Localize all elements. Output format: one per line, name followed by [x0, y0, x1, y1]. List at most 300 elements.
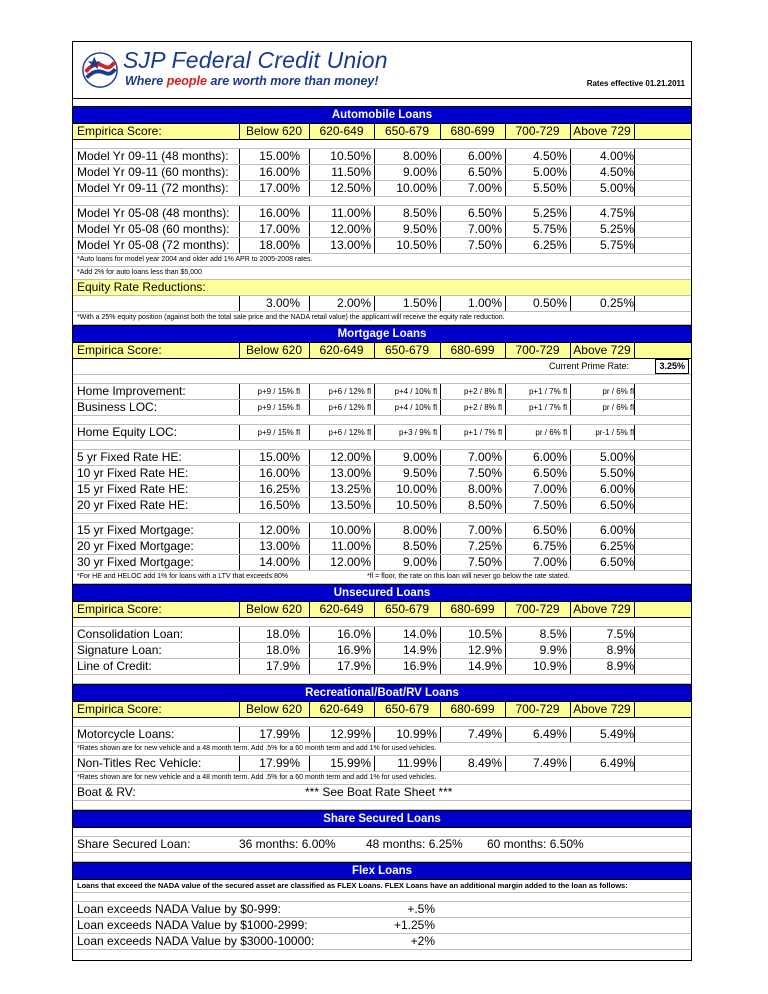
- mortgage-loans-header: Mortgage Loans: [73, 325, 691, 343]
- rate-row: [73, 450, 691, 466]
- column-divider: [634, 425, 635, 440]
- rate-cell: 18.0%: [265, 627, 300, 641]
- rate-cell: 5.25%: [599, 222, 634, 236]
- rate-cell: 15.00%: [259, 450, 300, 464]
- score-tier-header: Below 620: [245, 602, 303, 616]
- rate-cell: 11.50%: [331, 165, 371, 179]
- loan-type-label: 30 yr Fixed Mortgage:: [77, 555, 194, 569]
- score-tier-header: 620-649: [319, 343, 364, 357]
- rate-cell: 5.75%: [599, 238, 634, 252]
- rate-cell: 5.75%: [532, 222, 567, 236]
- score-tier-header: Above 729: [573, 124, 631, 138]
- rate-cell: 16.0%: [336, 627, 371, 641]
- flex-loans-header: Flex Loans: [73, 862, 691, 880]
- flex-note: Loans that exceed the NADA value of the secured asset are classified as FLEX Loans. FLEX Loans have an additional margin added to the loan as follows:: [77, 881, 628, 890]
- rate-row: [73, 384, 691, 400]
- score-tier-header: Above 729: [573, 602, 631, 616]
- column-divider: [634, 149, 635, 164]
- rate-row: [73, 643, 691, 659]
- score-tier-header: 680-699: [450, 124, 495, 138]
- column-divider: [570, 450, 571, 465]
- rate-cell: p+6 / 12% fl: [328, 387, 371, 396]
- loan-type-label: 15 yr Fixed Mortgage:: [77, 523, 194, 537]
- rate-cell: pr / 6% fl: [602, 403, 634, 412]
- column-divider: [634, 296, 635, 311]
- rate-cell: 8.00%: [467, 482, 502, 496]
- rate-row: [73, 206, 691, 222]
- score-tier-header: Below 620: [245, 702, 303, 716]
- rate-cell: 12.00%: [330, 555, 371, 569]
- score-tier-header: 680-699: [450, 702, 495, 716]
- loan-type-label: Business LOC:: [77, 400, 158, 414]
- rate-cell: 2.00%: [336, 296, 371, 310]
- equity-label: Equity Rate Reductions:: [77, 280, 206, 294]
- rate-cell: p+6 / 12% fl: [328, 403, 371, 412]
- rate-row: [73, 756, 691, 772]
- rate-cell: 7.50%: [467, 555, 502, 569]
- rate-cell: 16.25%: [259, 482, 300, 496]
- flex-label: Loan exceeds NADA Value by $0-999:: [77, 902, 281, 916]
- score-tier-header: Below 620: [245, 343, 303, 357]
- column-divider: [634, 400, 635, 415]
- column-divider: [570, 539, 571, 554]
- score-tier-header: 700-729: [515, 343, 560, 357]
- rate-cell: 10.50%: [396, 498, 437, 512]
- loan-type-label: Non-Titles Rec Vehicle:: [77, 756, 202, 770]
- rate-cell: 16.9%: [402, 659, 437, 673]
- rate-cell: 10.99%: [396, 727, 437, 741]
- rate-cell: 7.00%: [467, 523, 502, 537]
- column-divider: [570, 482, 571, 497]
- rate-cell: 17.99%: [259, 727, 300, 741]
- rate-cell: 11.00%: [331, 539, 371, 553]
- loan-type-label: Model Yr 09-11 (60 months):: [77, 165, 229, 179]
- rate-cell: 9.50%: [402, 466, 437, 480]
- rate-cell: 17.00%: [259, 222, 300, 236]
- rate-row: [73, 425, 691, 441]
- rate-cell: 13.00%: [259, 539, 300, 553]
- column-divider: [570, 149, 571, 164]
- note-text: *With a 25% equity position (against both the total sale price and the NADA retail value) the applicant will receive the equity rate reduction.: [77, 314, 505, 321]
- rate-cell: 15.99%: [330, 756, 371, 770]
- boat-rate-sheet-note: *** See Boat Rate Sheet ***: [305, 785, 453, 799]
- rate-cell: 14.00%: [259, 555, 300, 569]
- rates-effective-date: Rates effective 01.21.2011: [586, 79, 685, 88]
- column-divider: [634, 702, 635, 717]
- share-36-months: 36 months: 6.00%: [239, 837, 336, 851]
- boat-row: [73, 785, 691, 801]
- rate-cell: 0.25%: [599, 296, 634, 310]
- rate-cell: 6.50%: [532, 466, 567, 480]
- column-divider: [634, 181, 635, 196]
- column-divider: [570, 206, 571, 221]
- rate-cell: 5.49%: [599, 727, 634, 741]
- rate-cell: p+1 / 7% fl: [528, 403, 567, 412]
- rate-row: [73, 238, 691, 254]
- rate-cell: p+3 / 9% fl: [398, 428, 437, 437]
- loan-type-label: 10 yr Fixed Rate HE:: [77, 466, 189, 480]
- rate-cell: 18.0%: [265, 643, 300, 657]
- note: [73, 267, 691, 280]
- rate-cell: 7.5%: [606, 627, 634, 641]
- equity-values-row: [73, 296, 691, 312]
- score-row: [73, 702, 691, 718]
- loan-type-label: 15 yr Fixed Rate HE:: [77, 482, 189, 496]
- rate-cell: 8.9%: [606, 643, 634, 657]
- floor-note: *fl = floor, the rate on this loan will never go below the rate stated.: [367, 573, 570, 580]
- note-text: *Rates shown are for new vehicle and a 48 month term. Add .5% for a 60 month term and add 1% for used vehicles.: [77, 745, 437, 752]
- share-secured-row: [73, 837, 691, 853]
- column-divider: [634, 206, 635, 221]
- rate-cell: 9.00%: [402, 450, 437, 464]
- column-divider: [634, 222, 635, 237]
- prime-rate-row: [73, 359, 691, 375]
- rate-cell: p+6 / 12% fl: [328, 428, 371, 437]
- column-divider: [634, 727, 635, 742]
- rate-cell: 17.9%: [336, 659, 371, 673]
- column-divider: [634, 627, 635, 642]
- score-tier-header: 650-679: [384, 602, 430, 616]
- rate-row: [73, 149, 691, 165]
- rate-cell: 14.9%: [467, 659, 502, 673]
- tagline: [125, 74, 379, 88]
- rate-cell: 12.99%: [330, 727, 371, 741]
- column-divider: [570, 659, 571, 674]
- column-divider: [634, 482, 635, 497]
- rate-cell: p+1 / 7% fl: [463, 428, 502, 437]
- note: [73, 772, 691, 785]
- rate-cell: 6.50%: [467, 165, 502, 179]
- rate-cell: 3.00%: [265, 296, 300, 310]
- loan-type-label: Model Yr 09-11 (72 months):: [77, 181, 229, 195]
- score-row: [73, 124, 691, 140]
- column-divider: [570, 727, 571, 742]
- rate-cell: 4.50%: [532, 149, 567, 163]
- rate-row: [73, 539, 691, 555]
- rate-cell: 9.00%: [402, 555, 437, 569]
- rate-cell: 7.25%: [467, 539, 502, 553]
- rate-cell: 6.00%: [599, 482, 634, 496]
- rate-row: [73, 555, 691, 571]
- column-divider: [570, 296, 571, 311]
- rate-cell: 7.00%: [467, 181, 502, 195]
- equity-label-row: [73, 280, 691, 296]
- rate-cell: p+9 / 15% fl: [257, 387, 300, 396]
- rate-cell: 5.50%: [599, 466, 634, 480]
- rate-cell: 1.50%: [402, 296, 437, 310]
- column-divider: [634, 643, 635, 658]
- loan-type-label: 20 yr Fixed Mortgage:: [77, 539, 194, 553]
- rate-row: [73, 165, 691, 181]
- tagline-start: Where: [125, 74, 167, 88]
- score-tier-header: 700-729: [515, 124, 560, 138]
- column-divider: [634, 555, 635, 570]
- rate-cell: 13.00%: [330, 238, 371, 252]
- loan-type-label: 20 yr Fixed Rate HE:: [77, 498, 189, 512]
- column-divider: [570, 756, 571, 771]
- column-divider: [570, 627, 571, 642]
- column-divider: [634, 523, 635, 538]
- rate-cell: 6.50%: [467, 206, 502, 220]
- rate-cell: 7.49%: [532, 756, 567, 770]
- rate-cell: 17.00%: [259, 181, 300, 195]
- rate-cell: p+4 / 10% fl: [394, 387, 437, 396]
- rate-cell: 5.25%: [532, 206, 567, 220]
- rate-cell: 6.00%: [467, 149, 502, 163]
- score-label: Empirica Score:: [77, 702, 162, 716]
- rate-row: [73, 482, 691, 498]
- column-divider: [634, 602, 635, 617]
- rate-cell: 6.00%: [599, 523, 634, 537]
- flex-row: [73, 934, 691, 950]
- rate-cell: 10.50%: [330, 149, 371, 163]
- rate-cell: 16.50%: [259, 498, 300, 512]
- rate-cell: 8.5%: [539, 627, 567, 641]
- unsecured-loans-header: Unsecured Loans: [73, 584, 691, 602]
- share-60-months: 60 months: 6.50%: [487, 837, 584, 851]
- rate-cell: 8.49%: [467, 756, 502, 770]
- rate-cell: 10.00%: [396, 181, 437, 195]
- rate-cell: 10.5%: [467, 627, 502, 641]
- rate-cell: 10.9%: [532, 659, 567, 673]
- score-tier-header: Above 729: [573, 702, 631, 716]
- prime-rate-value: 3.25%: [655, 359, 689, 374]
- score-label: Empirica Score:: [77, 602, 162, 616]
- rate-row: [73, 659, 691, 675]
- rate-cell: 6.25%: [599, 539, 634, 553]
- column-divider: [570, 238, 571, 253]
- column-divider: [570, 425, 571, 440]
- rate-cell: 15.00%: [259, 149, 300, 163]
- rate-cell: 1.00%: [467, 296, 502, 310]
- rate-cell: pr / 6% fl: [602, 387, 634, 396]
- score-tier-header: 650-679: [384, 343, 430, 357]
- flex-note-row: [73, 880, 691, 893]
- rate-sheet: [72, 41, 692, 961]
- column-divider: [570, 555, 571, 570]
- rate-row: [73, 181, 691, 197]
- loan-type-label: Signature Loan:: [77, 643, 162, 657]
- rate-cell: 7.00%: [532, 555, 567, 569]
- loan-type-label: Motorcycle Loans:: [77, 727, 175, 741]
- rate-row: [73, 727, 691, 743]
- rate-cell: 5.00%: [532, 165, 567, 179]
- rate-cell: 8.9%: [606, 659, 634, 673]
- loan-type-label: Model Yr 05-08 (60 months):: [77, 222, 230, 236]
- rate-cell: 8.00%: [402, 523, 437, 537]
- note: [73, 571, 691, 584]
- loan-type-label: Consolidation Loan:: [77, 627, 184, 641]
- boat-label: Boat & RV:: [77, 785, 136, 799]
- rate-cell: 5.50%: [532, 181, 567, 195]
- score-row: [73, 602, 691, 618]
- score-tier-header: 620-649: [319, 124, 364, 138]
- rate-cell: 12.00%: [330, 222, 371, 236]
- rate-cell: 12.00%: [259, 523, 300, 537]
- prime-rate-label: Current Prime Rate:: [548, 361, 629, 371]
- rate-cell: 8.50%: [402, 206, 437, 220]
- rate-cell: 12.9%: [467, 643, 502, 657]
- column-divider: [634, 165, 635, 180]
- rate-cell: 6.75%: [532, 539, 567, 553]
- rate-cell: 18.00%: [259, 238, 300, 252]
- share-48-months: 48 months: 6.25%: [366, 837, 463, 851]
- column-divider: [634, 539, 635, 554]
- column-divider: [570, 400, 571, 415]
- rate-cell: 6.50%: [599, 555, 634, 569]
- rate-cell: 6.00%: [532, 450, 567, 464]
- rate-cell: 6.49%: [532, 727, 567, 741]
- rate-cell: 5.00%: [599, 181, 634, 195]
- rate-cell: 7.50%: [532, 498, 567, 512]
- loan-type-label: Line of Credit:: [77, 659, 152, 673]
- rate-cell: 11.99%: [397, 756, 437, 770]
- rate-cell: 14.9%: [402, 643, 437, 657]
- column-divider: [570, 384, 571, 399]
- note: [73, 254, 691, 267]
- column-divider: [570, 466, 571, 481]
- score-tier-header: 620-649: [319, 702, 364, 716]
- column-divider: [634, 756, 635, 771]
- rate-cell: 16.9%: [336, 643, 371, 657]
- column-divider: [634, 124, 635, 139]
- flex-row: [73, 902, 691, 918]
- rate-row: [73, 523, 691, 539]
- column-divider: [570, 523, 571, 538]
- rate-row: [73, 400, 691, 416]
- rate-cell: 6.49%: [599, 756, 634, 770]
- rate-cell: 4.00%: [599, 149, 634, 163]
- flex-margin-value: +.5%: [407, 902, 435, 916]
- score-tier-header: 700-729: [515, 602, 560, 616]
- rate-cell: 14.0%: [402, 627, 437, 641]
- rate-cell: 7.00%: [532, 482, 567, 496]
- rate-cell: 7.00%: [467, 222, 502, 236]
- rate-cell: 10.50%: [396, 238, 437, 252]
- column-divider: [634, 384, 635, 399]
- rate-cell: 12.00%: [330, 450, 371, 464]
- score-tier-header: 700-729: [515, 702, 560, 716]
- flex-row: [73, 918, 691, 934]
- org-name: SJP Federal Credit Union: [123, 47, 388, 73]
- score-tier-header: 680-699: [450, 343, 495, 357]
- rate-cell: 9.9%: [539, 643, 567, 657]
- rate-cell: 16.00%: [259, 466, 300, 480]
- rate-cell: 9.50%: [402, 222, 437, 236]
- column-divider: [634, 498, 635, 513]
- rate-cell: 4.50%: [599, 165, 634, 179]
- column-divider: [634, 466, 635, 481]
- rate-cell: p+9 / 15% fl: [257, 403, 300, 412]
- rate-cell: p+1 / 7% fl: [528, 387, 567, 396]
- rate-cell: p+4 / 10% fl: [394, 403, 437, 412]
- rate-cell: 7.50%: [467, 466, 502, 480]
- rate-cell: p+2 / 8% fl: [463, 403, 502, 412]
- loan-type-label: Model Yr 09-11 (48 months):: [77, 149, 229, 163]
- column-divider: [634, 238, 635, 253]
- rate-row: [73, 222, 691, 238]
- loan-type-label: Model Yr 05-08 (72 months):: [77, 238, 230, 252]
- auto-loans-header: Automobile Loans: [73, 106, 691, 124]
- score-tier-header: 650-679: [384, 124, 430, 138]
- note-text: *Auto loans for model year 2004 and older add 1% APR to 2005-2008 rates.: [77, 256, 313, 263]
- rate-cell: 17.99%: [259, 756, 300, 770]
- rate-row: [73, 466, 691, 482]
- score-tier-header: 680-699: [450, 602, 495, 616]
- score-tier-header: 620-649: [319, 602, 364, 616]
- tagline-people: people: [166, 74, 207, 88]
- rate-cell: 0.50%: [532, 296, 567, 310]
- rate-cell: 10.00%: [396, 482, 437, 496]
- note-text: *Add 2% for auto loans less than $5,000: [77, 269, 202, 276]
- column-divider: [570, 165, 571, 180]
- rate-cell: 17.9%: [265, 659, 300, 673]
- column-divider: [634, 450, 635, 465]
- rate-cell: 7.50%: [467, 238, 502, 252]
- rate-cell: 10.00%: [330, 523, 371, 537]
- score-label: Empirica Score:: [77, 124, 162, 138]
- column-divider: [570, 181, 571, 196]
- score-tier-header: Above 729: [573, 343, 631, 357]
- rate-cell: 6.50%: [532, 523, 567, 537]
- note-text: *For HE and HELOC add 1% for loans with a LTV that exceeds 80%: [77, 573, 289, 580]
- column-divider: [570, 643, 571, 658]
- rate-cell: 11.00%: [331, 206, 371, 220]
- tagline-end: are worth more than money!: [206, 74, 379, 88]
- rate-cell: 7.00%: [467, 450, 502, 464]
- flex-margin-value: +1.25%: [393, 918, 435, 932]
- column-divider: [634, 343, 635, 358]
- rate-cell: 5.00%: [599, 450, 634, 464]
- share-secured-header: Share Secured Loans: [73, 810, 691, 828]
- note: [73, 312, 691, 325]
- rate-row: [73, 498, 691, 514]
- flex-label: Loan exceeds NADA Value by $3000-10000:: [77, 934, 315, 948]
- rate-cell: 6.25%: [532, 238, 567, 252]
- share-secured-label: Share Secured Loan:: [77, 837, 191, 851]
- rate-cell: 16.00%: [259, 206, 300, 220]
- rate-cell: 4.75%: [599, 206, 634, 220]
- note: [73, 743, 691, 756]
- rate-cell: 16.00%: [259, 165, 300, 179]
- flex-label: Loan exceeds NADA Value by $1000-2999:: [77, 918, 308, 932]
- rate-cell: 9.00%: [402, 165, 437, 179]
- column-divider: [570, 498, 571, 513]
- flex-margin-value: +2%: [410, 934, 435, 948]
- score-row: [73, 343, 691, 359]
- rate-cell: pr-1 / 5% fl: [595, 428, 634, 437]
- loan-type-label: Home Improvement:: [77, 384, 186, 398]
- rate-cell: 8.50%: [402, 539, 437, 553]
- rate-cell: 13.50%: [330, 498, 371, 512]
- rate-cell: 7.49%: [467, 727, 502, 741]
- header: [73, 42, 691, 99]
- column-divider: [634, 659, 635, 674]
- score-label: Empirica Score:: [77, 343, 162, 357]
- rate-cell: pr / 6% fl: [535, 428, 567, 437]
- column-divider: [570, 222, 571, 237]
- rate-cell: 12.50%: [330, 181, 371, 195]
- rate-row: [73, 627, 691, 643]
- loan-type-label: Model Yr 05-08 (48 months):: [77, 206, 230, 220]
- loan-type-label: 5 yr Fixed Rate HE:: [77, 450, 182, 464]
- rate-cell: 8.00%: [402, 149, 437, 163]
- rate-cell: 13.00%: [330, 466, 371, 480]
- rate-cell: 13.25%: [330, 482, 371, 496]
- rate-cell: p+9 / 15% fl: [257, 428, 300, 437]
- loan-type-label: Home Equity LOC:: [77, 425, 178, 439]
- rate-cell: 6.50%: [599, 498, 634, 512]
